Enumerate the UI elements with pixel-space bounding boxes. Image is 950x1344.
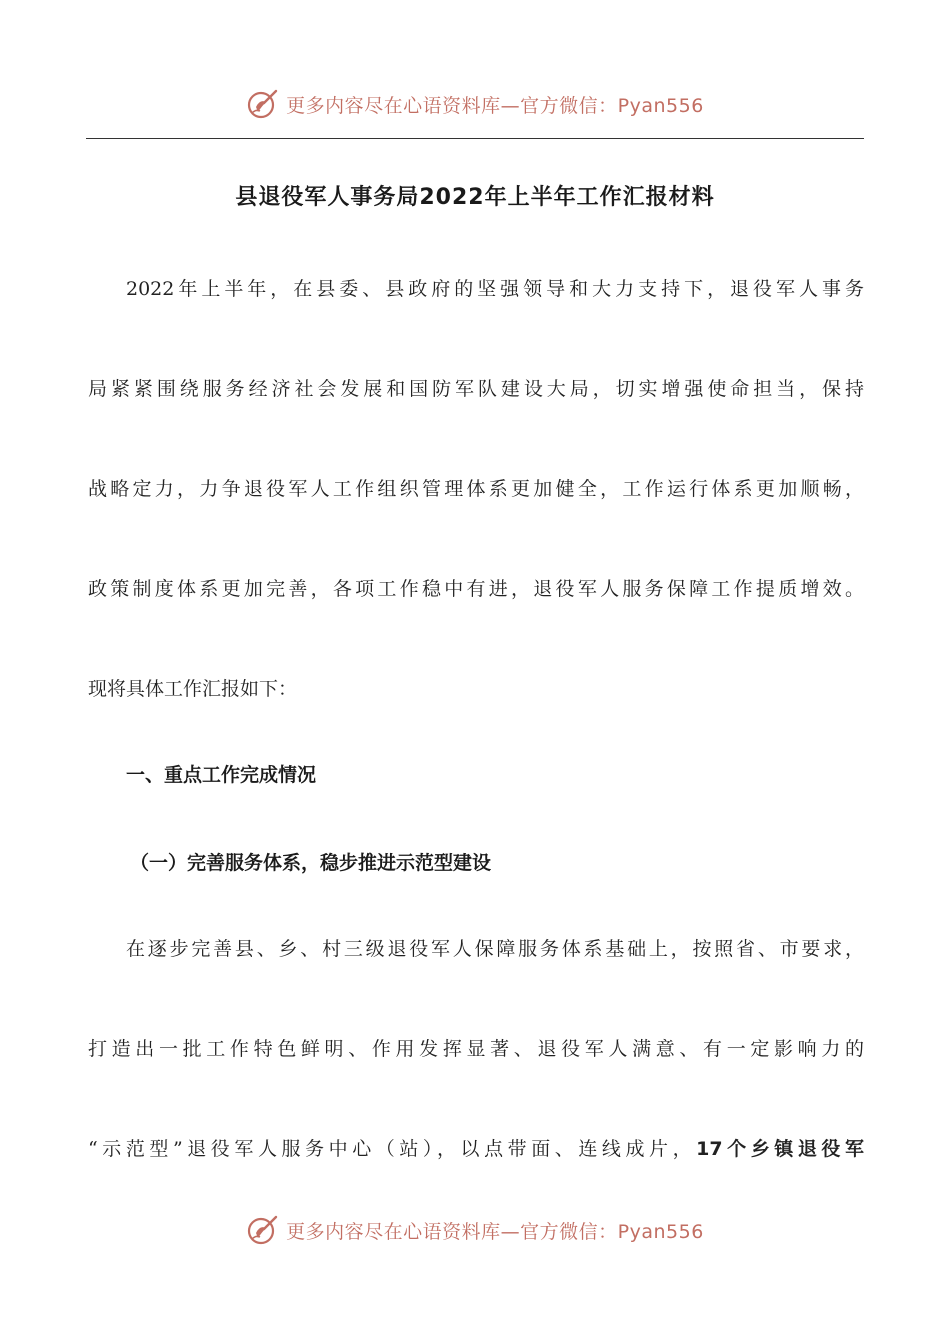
paragraph-bold-text: 17个乡镇退役军 — [696, 1138, 864, 1160]
header-banner-text: 更多内容尽在心语资料库—官方微信：Pyan556 — [286, 94, 704, 117]
document-title: 县退役军人事务局2022年上半年工作汇报材料 — [235, 185, 715, 210]
paragraph-line: 现将具体工作汇报如下： — [88, 678, 298, 700]
pen-logo-icon — [246, 87, 280, 121]
paragraph-line: 政策制度体系更加完善，各项工作稳中有进，退役军人服务保障工作提质增效。 — [88, 578, 864, 600]
paragraph-line: 局紧紧围绕服务经济社会发展和国防军队建设大局，切实增强使命担当，保持 — [88, 378, 864, 400]
footer-banner — [0, 1210, 950, 1250]
paragraph-line: 2022年上半年，在县委、县政府的坚强领导和大力支持下，退役军人事务 — [126, 278, 864, 300]
paragraph-line-mixed — [88, 1134, 864, 1161]
section-heading: 一、重点工作完成情况 — [126, 764, 317, 786]
footer-banner-text: 更多内容尽在心语资料库—官方微信：Pyan556 — [286, 1220, 704, 1243]
paragraph-line: 战略定力，力争退役军人工作组织管理体系更加健全，工作运行体系更加顺畅， — [88, 478, 864, 500]
header-divider — [86, 138, 864, 139]
paragraph-text: “示范型”退役军人服务中心（站），以点带面、连线成片， — [88, 1138, 697, 1160]
paragraph-line: 打造出一批工作特色鲜明、作用发挥显著、退役军人满意、有一定影响力的 — [88, 1038, 864, 1060]
header-banner — [0, 84, 950, 124]
paragraph-line: 在逐步完善县、乡、村三级退役军人保障服务体系基础上，按照省、市要求， — [126, 938, 864, 960]
pen-logo-icon — [246, 1213, 280, 1247]
subsection-heading: （一）完善服务体系，稳步推进示范型建设 — [130, 852, 492, 874]
